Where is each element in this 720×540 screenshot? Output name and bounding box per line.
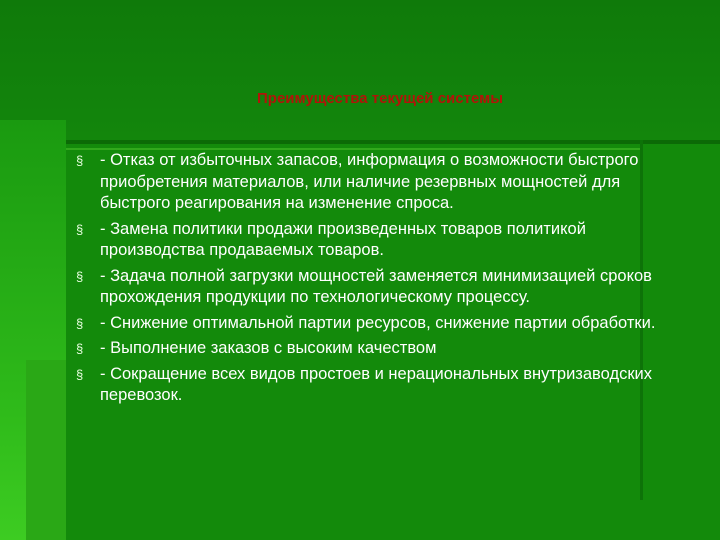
list-item-text: - Снижение оптимальной партии ресурсов, снижение партии обработки.	[100, 313, 656, 332]
bullet-marker-icon: §	[76, 366, 84, 382]
divider-line	[66, 140, 720, 144]
bullet-marker-icon: §	[76, 153, 84, 168]
bullet-marker-icon: §	[76, 315, 84, 331]
list-item	[76, 219, 686, 262]
left-accent-block	[26, 360, 66, 540]
list-item-text: - Замена политики продажи произведенных товаров политикой производства продаваемых товаров.	[100, 219, 586, 259]
bullet-marker-icon: §	[76, 221, 84, 237]
list-item	[76, 266, 686, 309]
list-item-text: - Отказ от избыточных запасов, информация о возможности быстрого приобретения материалов, или наличие резервных мощностей для быстрого реагирования на изменение спроса.	[100, 151, 639, 212]
bullet-marker-icon: §	[76, 268, 84, 284]
slide-title: Преимущества текущей системы	[257, 90, 503, 107]
list-item	[76, 313, 686, 335]
list-item-text: - Сокращение всех видов простоев и нерациональных внутризаводских перевозок.	[100, 364, 653, 404]
list-item	[76, 150, 686, 215]
list-item-text: - Выполнение заказов с высоким качеством	[100, 339, 437, 357]
list-item	[76, 364, 686, 407]
list-item-text: - Задача полной загрузки мощностей заменяется минимизацией сроков прохождения продукции по технологическому процессу.	[100, 266, 652, 306]
bullet-list	[76, 150, 686, 411]
bullet-marker-icon: §	[76, 341, 84, 356]
list-item	[76, 338, 686, 360]
